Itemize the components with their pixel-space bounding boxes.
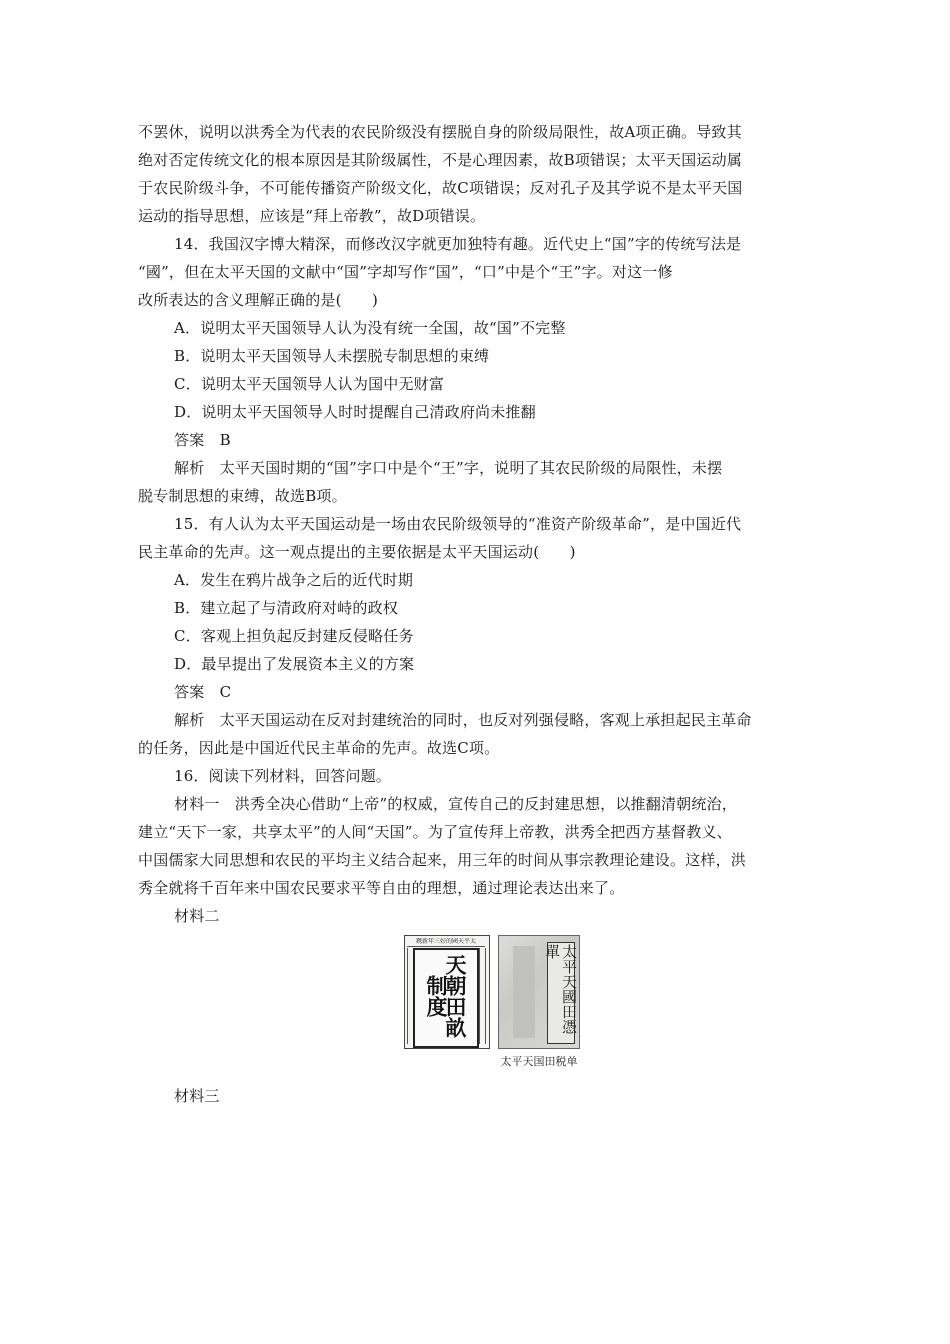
- option-a: A．说明太平天国领导人认为没有统一全国，故“国”不完整: [174, 319, 566, 337]
- text-line: 于农民阶级斗争，不可能传播资产阶级文化，故C项错误；反对孔子及其学说不是太平天国: [138, 179, 743, 197]
- text-line: 的任务，因此是中国近代民主革命的先声。故选C项。: [138, 739, 500, 757]
- tax-certificate-image: [498, 935, 580, 1049]
- option-b: B．建立起了与清政府对峙的政权: [174, 599, 399, 617]
- answer-14: 答案 B: [174, 431, 231, 449]
- text-line: “國”，但在太平天国的文献中“国”字却写作“国”，“口”中是个“王”字。对这一修: [138, 263, 673, 281]
- option-b: B．说明太平天国领导人未摆脱专制思想的束缚: [174, 347, 490, 365]
- text-line: 民主革命的先声。这一观点提出的主要依据是太平天国运动( ): [138, 543, 576, 561]
- text-line: 改所表达的含义理解正确的是( ): [138, 291, 379, 309]
- question-14-stem: 14．我国汉字博大精深，而修改汉字就更加独特有趣。近代史上“国”字的传统写法是: [174, 235, 742, 253]
- seal-text: 太平天國田憑單: [543, 944, 578, 1034]
- book-header: 鎸新年三好的國天平太: [407, 938, 485, 947]
- analysis-15: 解析 太平天国运动在反对封建统治的同时，也反对列强侵略，客观上承担起民主革命: [174, 711, 752, 729]
- material-3-label: 材料三: [174, 1087, 220, 1105]
- faded-strip: [513, 946, 535, 1038]
- text-line: 运动的指导思想，应该是“拜上帝教”，故D项错误。: [138, 207, 486, 225]
- book-cover-image: [404, 935, 490, 1049]
- book-title: 天朝田畝制度: [424, 954, 468, 1038]
- question-15-stem: 15．有人认为太平天国运动是一场由农民阶级领导的“准资产阶级革命”，是中国近代: [174, 515, 742, 533]
- option-d: D．说明太平天国领导人时时提醒自己清政府尚未推翻: [174, 403, 536, 421]
- option-a: A．发生在鸦片战争之后的近代时期: [174, 571, 414, 589]
- analysis-14: 解析 太平天国时期的“国”字口中是个“王”字，说明了其农民阶级的局限性，未摆: [174, 459, 723, 477]
- material-2-label: 材料二: [174, 907, 220, 925]
- material-1: 材料一 洪秀全决心借助“上帝”的权威，宣传自己的反封建思想，以推翻清朝统治，: [174, 795, 737, 813]
- text-line: 中国儒家大同思想和农民的平均主义结合起来，用三年的时间从事宗教理论建设。这样，洪: [138, 851, 747, 869]
- text-line: 脱专制思想的束缚，故选B项。: [138, 487, 347, 505]
- text-line: 建立“天下一家，共享太平”的人间“天国”。为了宣传拜上帝教，洪秀全把西方基督教义、: [138, 823, 732, 841]
- text-line: 秀全就将千百年来中国农民要求平等自由的理想，通过理论表达出来了。: [138, 879, 625, 897]
- text-line: 绝对否定传统文化的根本原因是其阶级属性，不是心理因素，故B项错误；太平天国运动属: [138, 151, 743, 169]
- border-strip: [479, 948, 486, 1044]
- option-c: C．客观上担负起反封建反侵略任务: [174, 627, 414, 645]
- answer-15: 答案 C: [174, 683, 232, 701]
- option-d: D．最早提出了发展资本主义的方案: [174, 655, 415, 673]
- option-c: C．说明太平天国领导人认为国中无财富: [174, 375, 445, 393]
- text-line: 不罢休，说明以洪秀全为代表的农民阶级没有摆脱自身的阶级局限性，故A项正确。导致其: [138, 123, 742, 141]
- question-16-stem: 16．阅读下列材料，回答问题。: [174, 767, 392, 785]
- figure-caption: 太平天国田税单: [500, 1055, 578, 1068]
